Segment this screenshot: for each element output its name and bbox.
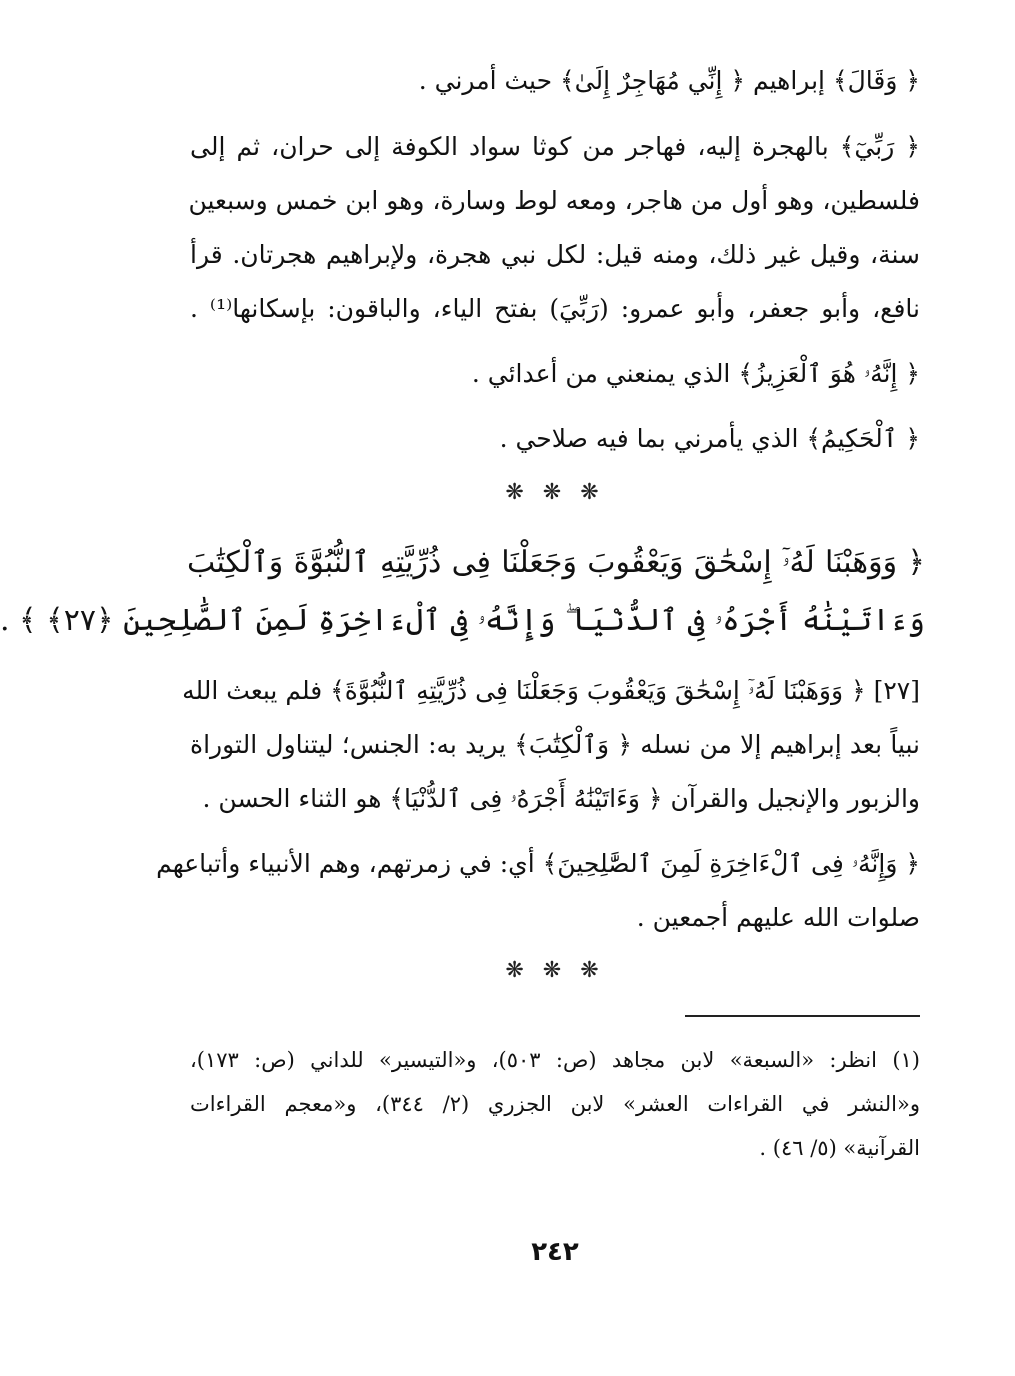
text-line-3: فلسطين، وهو أول من هاجر، ومعه لوط وسارة، وهو ابن خمس وسبعين (188, 186, 920, 215)
text-line-7: ﴿ ٱلْحَكِيمُ﴾ الذي يأمرني بما فيه صلاحي . (499, 424, 920, 453)
text-line-6: ﴿ إِنَّهُۥ هُوَ ٱلْعَزِيزُ﴾ الذي يمنعني من أعدائي . (471, 359, 920, 388)
footnote-line-2: و«النشر في القراءات العشر» لابن الجزري (٢/ ٣٤٤)، و«معجم القراءات (190, 1092, 920, 1116)
quran-verse-line-1: ﴿ وَوَهَبْنَا لَهُۥٓ إِسْحَٰقَ وَيَعْقُوبَ وَجَعَلْنَا فِى ذُرِّيَّتِهِ ٱلنُّبُوَّةَ وَٱلْكِتَٰبَ (187, 545, 925, 580)
quran-verse-line-2: وَءَاتَيْنَٰهُ أَجْرَهُۥ فِى ٱلدُّنْيَا ۖ وَإِنَّهُۥ فِى ٱلْءَاخِرَةِ لَمِنَ ٱلصَّٰلِحِينَ ﴿٢٧﴾ ﴾ . (0, 603, 925, 638)
text-line-1: ﴿ وَقَالَ﴾ إبراهيم ﴿ إِنِّي مُهَاجِرٌ إِلَىٰ﴾ حيث أمرني . (418, 66, 920, 95)
footnote-rule (685, 1015, 920, 1017)
tafsir-line-2: نبياً بعد إبراهيم إلا من نسله ﴿ وَٱلْكِتَٰبَ﴾ يريد به: الجنس؛ ليتناول التوراة (190, 730, 920, 759)
text-line-5: نافع، وأبو جعفر، وأبو عمرو: (رَبِّيَ) بفتح الياء، والباقون: بإسكانها⁽¹⁾ . (190, 294, 920, 323)
footnote-line-3: القرآنية» (٥/ ٤٦) . (759, 1136, 920, 1160)
tafsir-line-4: ﴿ وَإِنَّهُۥ فِى ٱلْءَاخِرَةِ لَمِنَ ٱلصَّٰلِحِينَ﴾ أي: في زمرتهم، وهم الأنبياء وأتباعهم (156, 849, 920, 878)
footnote-line-1: (١) انظر: «السبعة» لابن مجاهد (ص: ٥٠٣)، و«التيسير» للداني (ص: ١٧٣)، (190, 1048, 920, 1072)
text-line-2: ﴿ رَبِّيٓ﴾ بالهجرة إليه، فهاجر من كوثا سواد الكوفة إلى حران، ثم إلى (190, 132, 920, 161)
tafsir-line-3: والزبور والإنجيل والقرآن ﴿ وَءَاتَيْنَٰهُ أَجْرَهُۥ فِى ٱلدُّنْيَا﴾ هو الثناء الحسن . (202, 784, 920, 813)
tafsir-line-5: صلوات الله عليهم أجمعين . (636, 903, 920, 932)
tafsir-line-1: [٢٧] ﴿ وَوَهَبْنَا لَهُۥٓ إِسْحَٰقَ وَيَعْقُوبَ وَجَعَلْنَا فِى ذُرِّيَّتِهِ ٱلنُّبُوَّةَ﴾ فلم يبعث الله (182, 676, 920, 705)
page-number: ٢٤٢ (531, 1237, 579, 1267)
section-separator-2: ❋ ❋ ❋ (505, 958, 605, 983)
section-separator: ❋ ❋ ❋ (505, 480, 605, 505)
text-line-4: سنة، وقيل غير ذلك، ومنه قيل: لكل نبي هجرة، ولإبراهيم هجرتان. قرأ (190, 240, 920, 269)
